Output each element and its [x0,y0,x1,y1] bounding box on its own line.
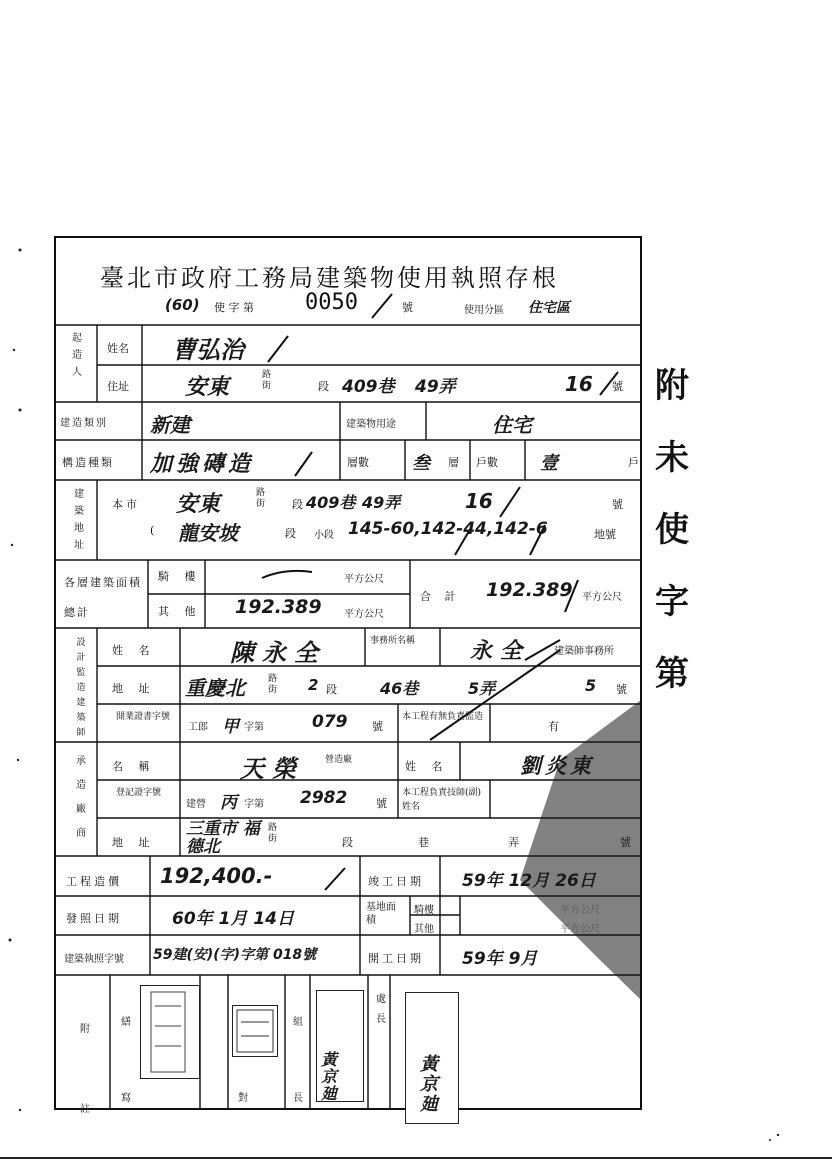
site-section-label: 建築地址 [74,489,84,551]
contractor-address-alley: 弄 [508,836,519,849]
architect-name-label: 姓 名 [112,644,156,657]
architect-supervisor-value: 有 [548,720,559,733]
area-total-label: 合 計 [420,590,461,603]
applicant-road: 安東 [185,375,230,400]
category-value: 新建 [150,413,190,437]
license-year: (60) [165,296,200,314]
architect-address-section-unit: 段 [326,683,337,696]
contractor-address-unit: 路 街 [268,823,278,844]
complete-date-label: 竣工日期 [368,875,424,888]
base-area-other: 其他 [414,924,434,935]
contractor-person-value: 劉炎東 [520,754,595,778]
start-date-label: 開工日期 [368,952,424,965]
floors-label: 層數 [347,456,369,469]
check-seal [232,1005,278,1057]
site-city: 本市 [112,498,140,511]
area-arcade-label: 騎 樓 [158,570,202,583]
site-number-unit: 號 [612,498,623,511]
applicant-address-label: 住址 [107,380,129,393]
site-paren: ( [150,524,155,537]
contractor-reg-suffix: 號 [376,797,387,810]
base-area-arcade: 騎樓 [414,905,434,916]
cost-label: 工程造價 [66,875,122,888]
site-plot-label: 小段 [314,530,334,541]
units-label: 戶數 [476,456,498,469]
architect-office-value: 永全 [470,639,531,664]
site-plots: 145-60,142-44,142-6 [348,519,548,539]
clerk-seal [140,985,200,1079]
architect-address-section: 2 [308,676,319,694]
chief-label: 組長 [293,1017,303,1104]
architect-office-label: 事務所名稱 [370,636,416,646]
architect-office-suffix: 建築師事務所 [554,646,614,657]
applicant-name-value: 曹弘治 [172,336,244,364]
architect-cert-number: 079 [312,712,348,732]
permit-label: 建築執照字號 [64,954,124,965]
zone-value: 住宅區 [528,300,570,316]
architect-name-value: 陳永全 [230,639,326,667]
applicant-name-label: 姓名 [107,342,129,355]
contractor-reg-prefix: 建營 [186,799,206,810]
contractor-address-number-unit: 號 [620,836,631,849]
area-label: 各層建築面積總計 [64,576,142,619]
issue-date-label: 發照日期 [66,912,122,925]
contractor-section-label: 承造廠商 [76,756,86,839]
architect-cert-prefix: 工郎 [188,722,208,733]
applicant-alley: 49弄 [415,377,456,397]
structure-label: 構造種類 [62,456,114,469]
architect-address-number-unit: 號 [616,683,627,696]
permit-value: 59建(安)(字)字第 018號 [153,947,317,963]
units-value: 壹 [540,453,558,474]
applicant-number-unit: 號 [612,380,623,393]
contractor-address-section: 段 [342,836,353,849]
contractor-name-suffix: 營造廠 [325,755,353,765]
area-arcade-unit: 平方公尺 [344,574,384,585]
contractor-address-label: 地 址 [112,836,156,849]
contractor-reg-value: 丙 [220,793,237,813]
check-label: 對 [238,1093,248,1104]
head-stamp-name: 黃京廸 [420,1054,438,1115]
area-total-value: 192.389 [486,579,573,601]
contractor-name-label: 名 稱 [112,760,156,773]
site-district-unit: 段 [285,527,296,540]
applicant-section-label: 起造人 [72,333,82,378]
applicant-lane: 409巷 [342,377,395,397]
zone-label: 使用分區 [464,305,504,316]
form-title: 臺北市政府工務局建築物使用執照存根 [100,264,559,292]
margin-side-text: 附未使字第 [655,366,689,694]
contractor-reg-number: 2982 [300,788,348,808]
structure-value: 加強磚造 [150,452,255,477]
cost-value: 192,400.- [160,864,273,888]
contractor-tech-label: 本工程負責技師(副)姓名 [402,788,482,812]
architect-address-value: 重慶北 [185,676,245,700]
site-road-unit: 路 街 [256,488,266,509]
site-alley: 49弄 [362,493,401,512]
architect-supervisor-label: 本工程有無負責監造 [402,712,484,722]
use-value: 住宅 [492,413,532,437]
architect-address-number: 5 [585,676,597,695]
area-other-unit: 平方公尺 [344,609,384,620]
base-area-other-unit: 平方公尺 [560,924,600,935]
site-lane: 409巷 [306,493,356,512]
license-type-label: 使 字 第 [214,301,254,314]
base-area-label: 基地面積 [366,902,396,926]
license-number: 0050 [305,290,358,315]
architect-address-unit: 路 街 [268,674,278,695]
head-seal [405,992,459,1124]
start-date-value: 59年 9月 [462,949,538,969]
architect-address-lane: 46巷 [380,679,419,698]
contractor-person-label: 姓 名 [405,760,449,773]
architect-cert-value: 甲 [222,717,239,737]
architect-cert-label: 開業證書字號 [116,712,171,722]
use-label: 建築物用途 [346,419,396,430]
contractor-name-value: 天榮 [240,755,304,783]
area-total-unit: 平方公尺 [582,592,622,603]
category-label: 建造類別 [60,418,108,429]
floors-unit: 層 [448,456,459,469]
license-no-suffix: 號 [402,301,413,314]
applicant-section-unit: 段 [318,380,329,393]
base-area-arcade-unit: 平方公尺 [560,905,600,916]
floors-value: 叁 [412,453,430,474]
applicant-road-unit: 路 街 [262,370,272,391]
note-label: 附註 [80,1024,90,1115]
area-other-label: 其 他 [158,605,202,618]
architect-address-alley: 5弄 [468,679,496,698]
units-unit: 戶 [628,456,639,469]
chief-seal [316,990,364,1102]
site-number: 16 [465,489,493,513]
site-plot-unit: 地號 [594,528,616,541]
clerk-label: 繕寫 [121,1017,131,1104]
contractor-address-lane: 巷 [418,836,429,849]
area-other-value: 192.389 [235,596,322,618]
complete-date-value: 59年 12月 26日 [462,871,596,891]
contractor-address-value: 三重市 福德北 [186,819,260,857]
architect-cert-mid: 字第 [244,722,264,733]
contractor-reg-mid: 字第 [244,799,264,810]
head-label: 處長 [376,994,386,1025]
architect-section-label: 設計監造建築師 [76,638,86,738]
site-section-unit: 段 [292,498,303,511]
contractor-reg-label: 登記證字號 [116,788,162,798]
site-district: 龍安坡 [178,521,238,545]
architect-cert-suffix: 號 [372,720,383,733]
site-road: 安東 [176,492,221,517]
license-form [54,236,642,1110]
applicant-number: 16 [565,372,593,396]
issue-date-value: 60年 1月 14日 [172,909,294,929]
architect-address-label: 地 址 [112,682,156,695]
chief-stamp-name: 黃京廸 [321,1050,338,1103]
